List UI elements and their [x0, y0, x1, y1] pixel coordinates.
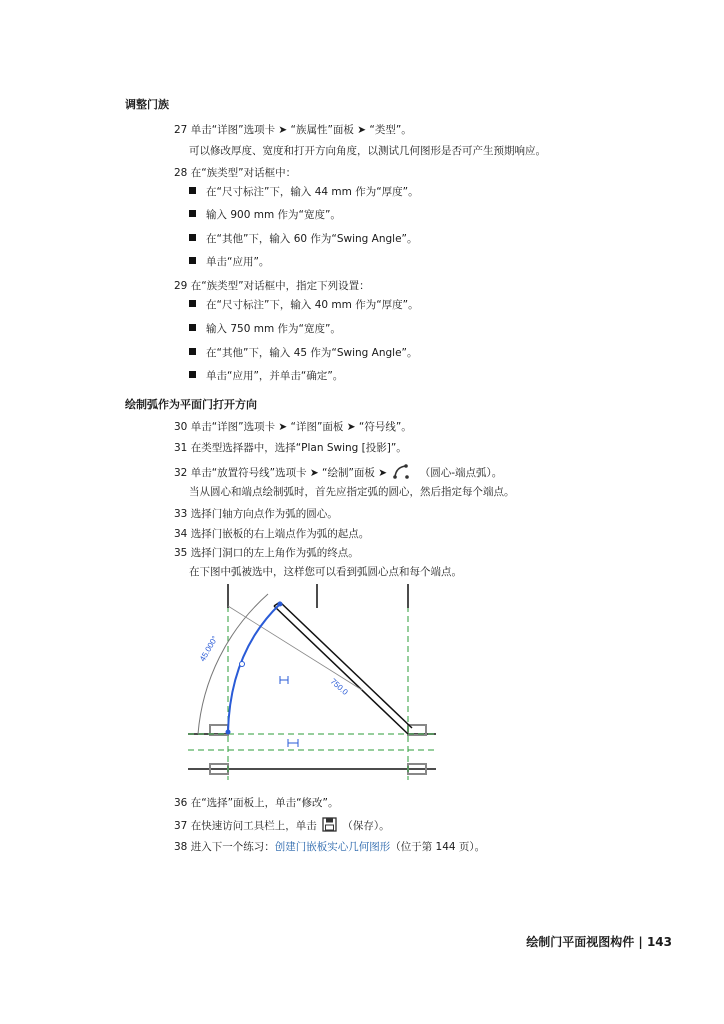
bullet-text: 在“其他”下，输入 60 作为“Swing Angle”。 [206, 233, 418, 245]
swing-arc [228, 604, 280, 732]
step-35: 35 选择门洞口的左上角作为弧的终点。 [174, 547, 359, 559]
bullet-29c [189, 345, 418, 360]
arc-end-point [226, 730, 231, 735]
next-exercise-link[interactable]: 创建门嵌板实心几何图形 [274, 841, 391, 853]
step-28: 28 在“族类型”对话框中： [174, 167, 297, 179]
step-38 [174, 839, 485, 854]
step-29: 29 在“族类型”对话框中，指定下列设置： [174, 280, 370, 292]
arc-start-point [278, 602, 283, 607]
step-27-note: 可以修改厚度、宽度和打开方向角度，以测试几何图形是否可产生预期响应。 [189, 145, 546, 157]
bullet-text: 在“尺寸标注”下，输入 44 mm 作为“厚度”。 [206, 186, 419, 198]
bullet-28b [189, 207, 341, 222]
bullet-29d [189, 368, 343, 383]
step-38-text-end: （位于第 144 页）。 [390, 841, 486, 853]
bullet-29a [189, 297, 419, 312]
bullet-text: 输入 900 mm 作为“宽度”。 [206, 209, 341, 221]
step-36: 36 在“选择”面板上，单击“修改”。 [174, 797, 339, 809]
dim-marker-upper [280, 676, 288, 684]
bullet-marker [189, 300, 196, 307]
dim-marker-lower [288, 739, 298, 747]
bullet-marker [189, 187, 196, 194]
bullet-29b [189, 321, 341, 336]
save-icon [322, 817, 337, 835]
step-34: 34 选择门嵌板的右上端点作为弧的起点。 [174, 528, 370, 540]
bullet-text: 在“尺寸标注”下，输入 40 mm 作为“厚度”。 [206, 299, 419, 311]
bullet-marker [189, 234, 196, 241]
bullet-marker [189, 348, 196, 355]
step-32 [174, 463, 502, 482]
bullet-28c [189, 231, 418, 246]
length-label: 750.0 [328, 676, 350, 697]
step-32-text-end: （圆心-端点弧）。 [419, 467, 503, 479]
angle-dimension-arc [198, 594, 268, 734]
step-38-text: 38 进入下一个练习： [174, 841, 275, 853]
bullet-text: 单击“应用”，并单击“确定”。 [206, 370, 344, 382]
section-title-adjust-door-family: 调整门族 [125, 98, 169, 111]
arc-mid-point [240, 662, 245, 667]
step-27: 27 单击“详图”选项卡 ➤ “族属性”面板 ➤ “类型”。 [174, 124, 412, 136]
bullet-text: 在“其他”下，输入 45 作为“Swing Angle”。 [206, 347, 418, 359]
bullet-marker [189, 371, 196, 378]
step-31: 31 在类型选择器中，选择“Plan Swing [投影]”。 [174, 442, 407, 454]
step-37-text: 37 在快速访问工具栏上，单击 [174, 820, 317, 832]
step-35-note: 在下图中弧被选中，这样您可以看到弧圆心点和每个端点。 [189, 566, 462, 578]
step-32-note: 当从圆心和端点绘制弧时，首先应指定弧的圆心，然后指定每个端点。 [189, 486, 515, 498]
arc-center-ends-icon [392, 463, 414, 482]
section-title-draw-swing-arc: 绘制弧作为平面门打开方向 [125, 398, 257, 411]
angle-label: 45.000° [197, 634, 220, 663]
bullet-marker [189, 257, 196, 264]
bullet-text: 单击“应用”。 [206, 256, 270, 268]
bullet-marker [189, 210, 196, 217]
step-37-text-end: （保存）。 [342, 820, 390, 832]
bullet-marker [189, 324, 196, 331]
bullet-28d [189, 254, 269, 269]
door-swing-figure [180, 584, 440, 784]
step-30: 30 单击“详图”选项卡 ➤ “详图”面板 ➤ “符号线”。 [174, 421, 412, 433]
step-32-text: 32 单击“放置符号线”选项卡 ➤ “绘制”面板 ➤ [174, 467, 388, 479]
step-37 [174, 817, 390, 835]
door-panel-inner [280, 602, 412, 728]
page-footer: 绘制门平面视图构件 | 143 [526, 935, 672, 949]
bullet-text: 输入 750 mm 作为“宽度”。 [206, 323, 341, 335]
bullet-28a [189, 184, 419, 199]
step-33: 33 选择门轴方向点作为弧的圆心。 [174, 508, 338, 520]
door-panel-outer [274, 606, 408, 734]
